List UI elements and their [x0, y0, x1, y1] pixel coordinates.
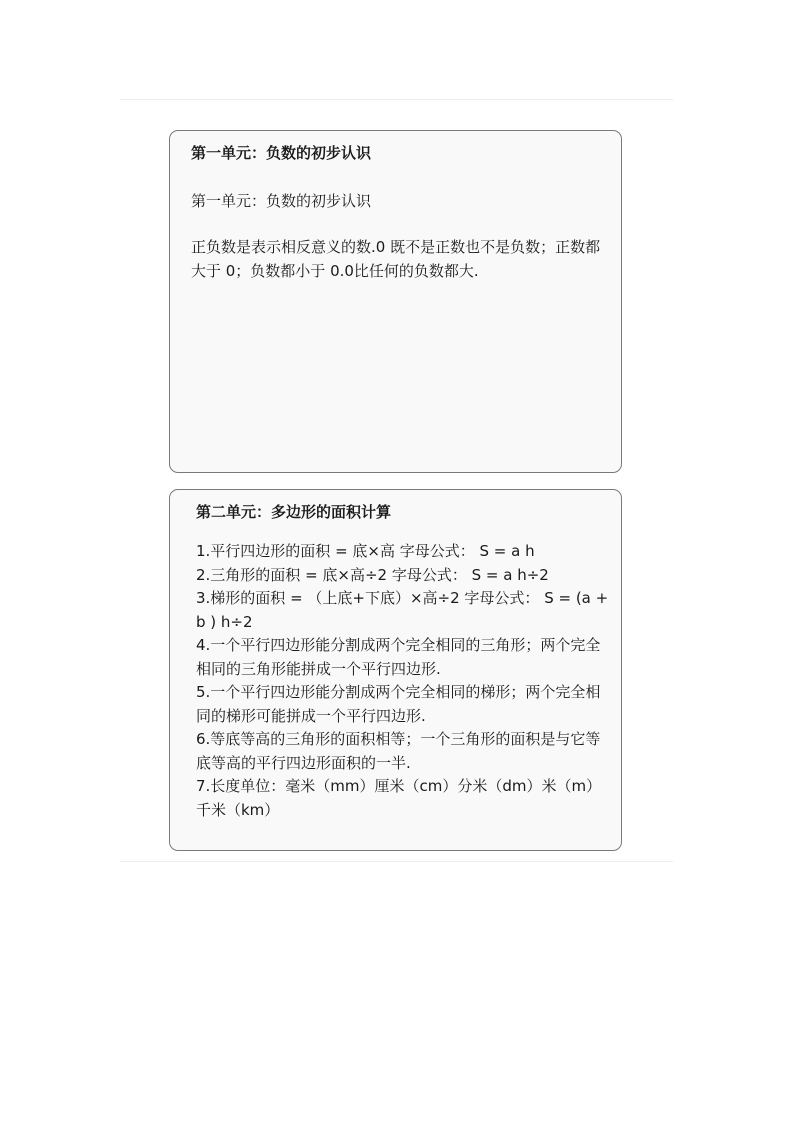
unit1-card [169, 130, 622, 473]
unit2-list [196, 540, 609, 822]
unit1-title: 第一单元：负数的初步认识 [191, 144, 372, 162]
top-divider [120, 99, 673, 100]
unit1-body: 正负数是表示相反意义的数.0 既不是正数也不是负数；正数都大于 0；负数都小于 0.0比任何的负数都大. [191, 238, 601, 280]
unit2-card [169, 489, 622, 851]
unit2-title: 第二单元：多边形的面积计算 [196, 503, 392, 521]
bottom-divider [120, 861, 673, 862]
list-item: 6.等底等高的三角形的面积相等；一个三角形的面积是与它等底等高的平行四边形面积的一半. [196, 730, 601, 772]
list-item: 5.一个平行四边形能分割成两个完全相同的梯形；两个完全相同的梯形可能拼成一个平行四边形. [196, 683, 601, 725]
unit1-subtitle: 第一单元：负数的初步认识 [191, 192, 372, 210]
list-item: 7.长度单位：毫米（mm）厘米（cm）分米（dm）米（m）千米（km） [196, 777, 602, 819]
list-item: 2.三角形的面积 = 底×高÷2 字母公式： S = a h÷2 [196, 565, 549, 584]
list-item: 3.梯形的面积 = （上底+下底）×高÷2 字母公式： S = (a + b ) h÷2 [196, 589, 609, 631]
list-item: 1.平行四边形的面积 = 底×高 字母公式： S = a h [196, 542, 535, 560]
list-item: 4.一个平行四边形能分割成两个完全相同的三角形；两个完全相同的三角形能拼成一个平行四边形. [196, 636, 601, 678]
